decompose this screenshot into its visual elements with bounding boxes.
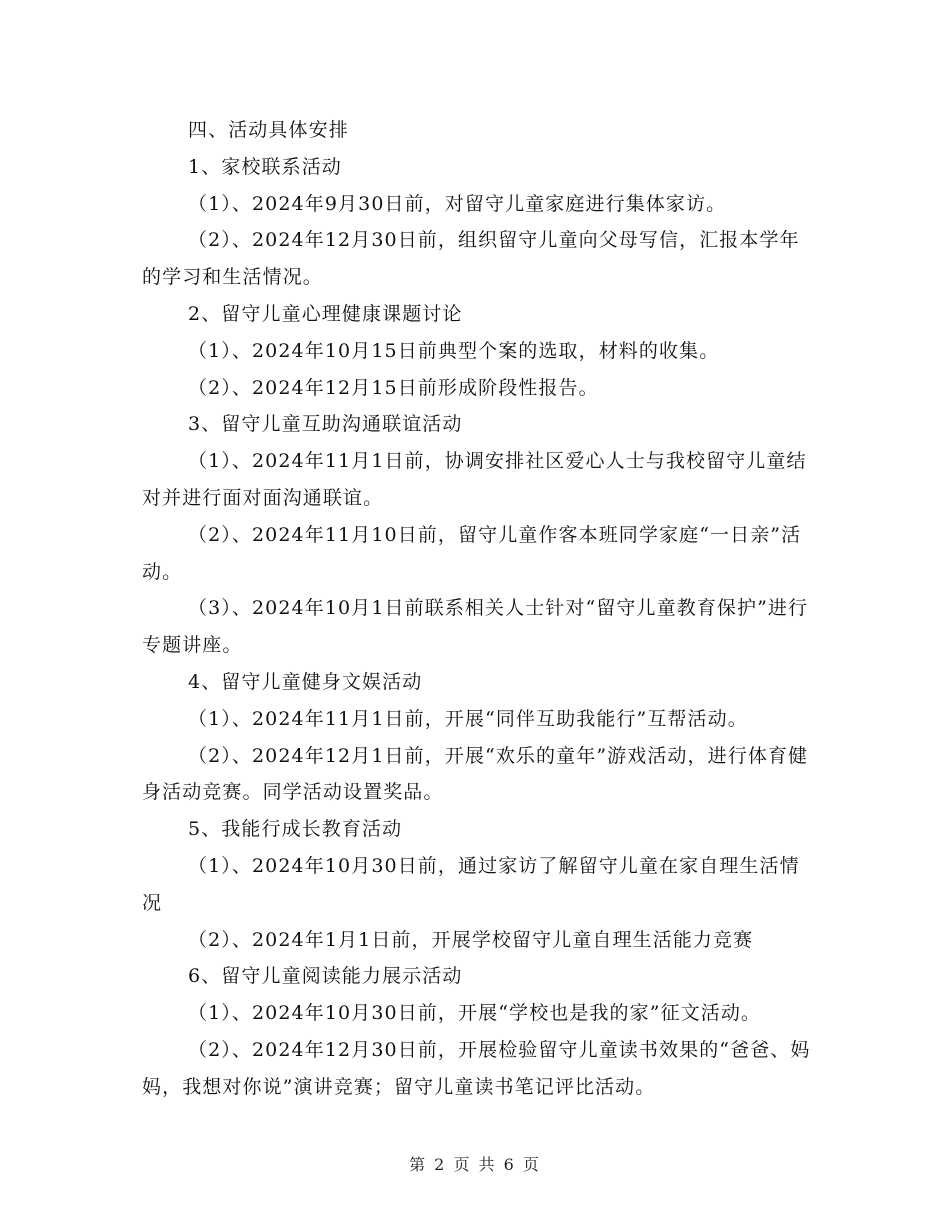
subsection-heading: 5、我能行成长教育活动 xyxy=(188,818,403,841)
section-heading: 四、活动具体安排 xyxy=(188,119,349,141)
list-item: （1）、2024年10月30日前，通过家访了解留守儿童在家自理生活情况 xyxy=(142,854,800,914)
document-body xyxy=(142,112,812,1106)
list-item: （3）、2024年10月1日前联系相关人士针对“留守儿童教育保护”进行专题讲座。 xyxy=(142,597,809,657)
list-item: （1）、2024年9月30日前，对留守儿童家庭进行集体家访。 xyxy=(188,192,727,215)
subsection-heading: 2、留守儿童心理健康课题讨论 xyxy=(188,302,463,325)
list-item: （1）、2024年11月1日前，开展“同伴互助我能行”互帮活动。 xyxy=(188,707,748,730)
list-item: （2）、2024年12月30日前，开展检验留守儿童读书效果的“爸爸、妈妈，我想对你说”演讲竞赛；留守儿童读书笔记评比活动。 xyxy=(142,1038,811,1098)
list-item: （2）、2024年12月15日前形成阶段性报告。 xyxy=(188,376,599,399)
list-item: （1）、2024年10月30日前，开展“学校也是我的家”征文活动。 xyxy=(188,1002,762,1025)
subsection-heading: 4、留守儿童健身文娱活动 xyxy=(188,670,423,693)
list-item: （2）、2024年12月1日前，开展“欢乐的童年”游戏活动，进行体育健身活动竞赛。同学活动设置奖品。 xyxy=(142,744,809,804)
page-number-footer: 第 2 页 共 6 页 xyxy=(409,1155,541,1174)
list-item: （2）、2024年12月30日前，组织留守儿童向父母写信，汇报本学年的学习和生活情况。 xyxy=(142,229,800,289)
subsection-heading: 6、留守儿童阅读能力展示活动 xyxy=(188,965,463,988)
list-item: （1）、2024年11月1日前，协调安排社区爱心人士与我校留守儿童结对并进行面对面沟通联谊。 xyxy=(142,450,807,509)
list-item: （1）、2024年10月15日前典型个案的选取，材料的收集。 xyxy=(188,339,720,362)
list-item: （2）、2024年11月10日前，留守儿童作客本班同学家庭“一日亲”活动。 xyxy=(142,523,802,583)
subsection-heading: 3、留守儿童互助沟通联谊活动 xyxy=(188,413,463,436)
subsection-heading: 1、家校联系活动 xyxy=(188,155,342,178)
list-item: （2）、2024年1月1日前，开展学校留守儿童自理生活能力竞赛 xyxy=(188,928,754,951)
